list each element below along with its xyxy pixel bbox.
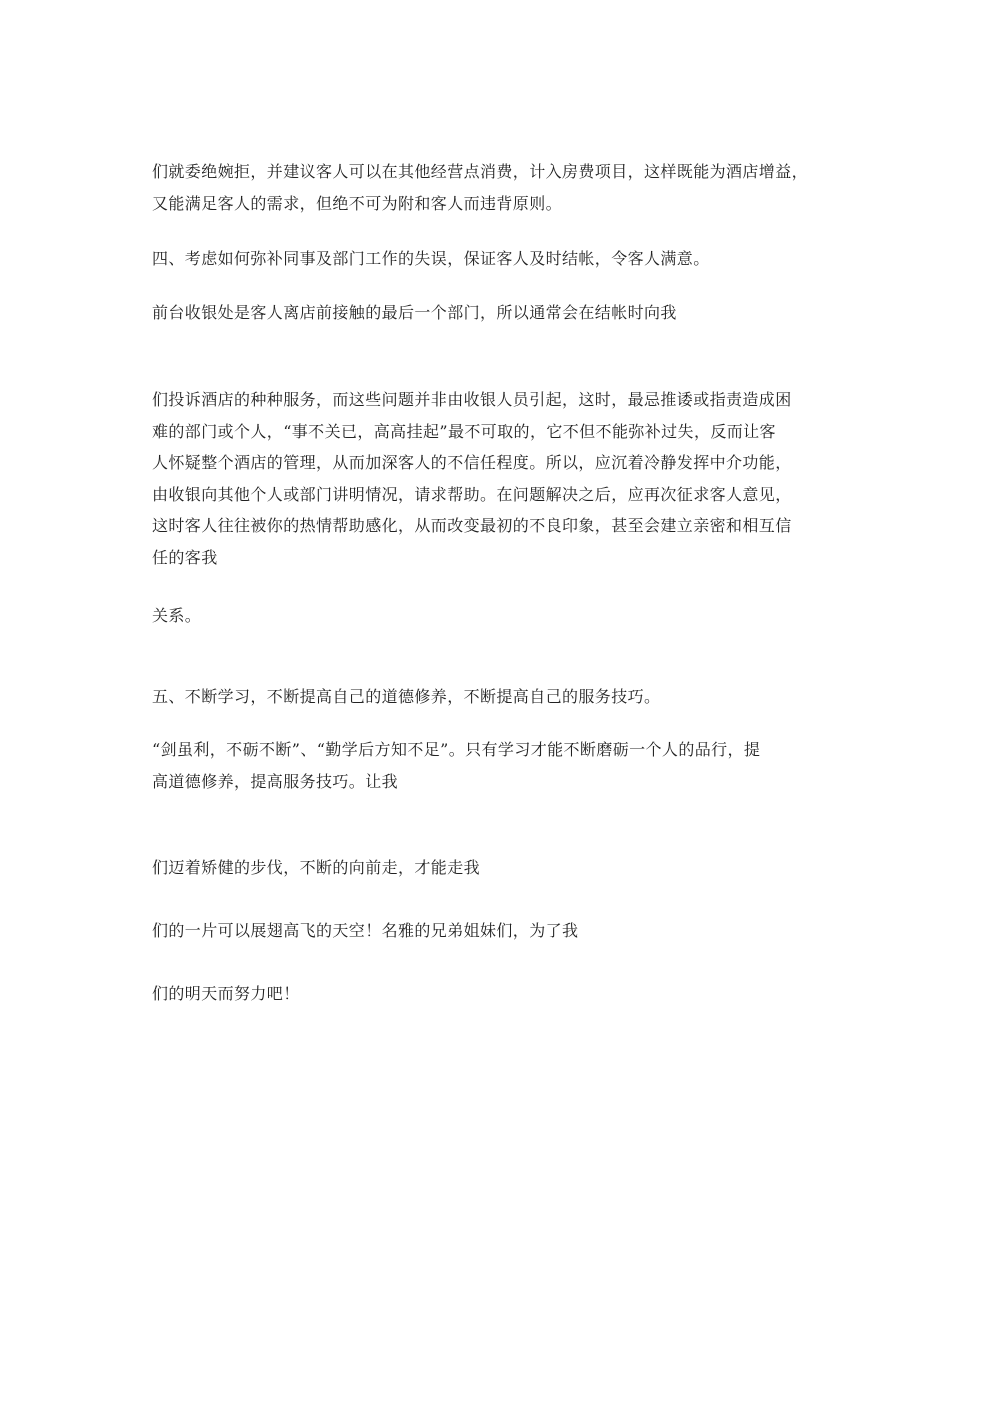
text-line: 们就委绝婉拒，并建议客人可以在其他经营点消费，计入房费项目，这样既能为酒店增益， xyxy=(152,162,809,181)
paragraph xyxy=(152,297,852,329)
paragraph xyxy=(152,384,852,573)
text-line: 关系。 xyxy=(152,606,202,625)
text-line: 们的一片可以展翅高飞的天空！名雅的兄弟姐妹们，为了我 xyxy=(152,921,579,940)
text-line: 五、不断学习，不断提高自己的道德修养，不断提高自己的服务技巧。 xyxy=(152,687,661,706)
text-line: 任的客我 xyxy=(152,547,218,567)
text-line: 又能满足客人的需求，但绝不可为附和客人而违背原则。 xyxy=(152,193,563,213)
paragraph xyxy=(152,156,852,219)
text-line: 们投诉酒店的种种服务，而这些问题并非由收银人员引起，这时，最忌推诿或指责造成困 xyxy=(152,390,792,409)
paragraph xyxy=(152,600,852,632)
text-line: 人怀疑整个酒店的管理，从而加深客人的不信任程度。所以，应沉着冷静发挥中介功能， xyxy=(152,453,792,472)
text-line: 前台收银处是客人离店前接触的最后一个部门，所以通常会在结帐时向我 xyxy=(152,303,677,322)
paragraph xyxy=(152,852,852,884)
text-line: 们的明天而努力吧！ xyxy=(152,984,300,1003)
section-heading xyxy=(152,681,852,713)
text-line: 难的部门或个人，“事不关已，高高挂起”最不可取的，它不但不能弥补过失，反而让客 xyxy=(152,421,776,441)
text-line: 这时客人往往被你的热情帮助感化，从而改变最初的不良印象，甚至会建立亲密和相互信 xyxy=(152,516,792,535)
text-line: 由收银向其他个人或部门讲明情况，请求帮助。在问题解决之后，应再次征求客人意见， xyxy=(152,484,792,504)
section-heading xyxy=(152,243,852,275)
text-line: “剑虽利，不砺不断”、“勤学后方知不足”。只有学习才能不断磨砺一个人的品行，提 xyxy=(152,740,761,759)
paragraph xyxy=(152,734,852,797)
text-line: 们迈着矫健的步伐，不断的向前走，才能走我 xyxy=(152,858,481,877)
paragraph xyxy=(152,978,852,1010)
text-line: 四、考虑如何弥补同事及部门工作的失误，保证客人及时结帐，令客人满意。 xyxy=(152,249,710,268)
text-line: 高道德修养，提高服务技巧。让我 xyxy=(152,771,399,791)
paragraph xyxy=(152,915,852,947)
